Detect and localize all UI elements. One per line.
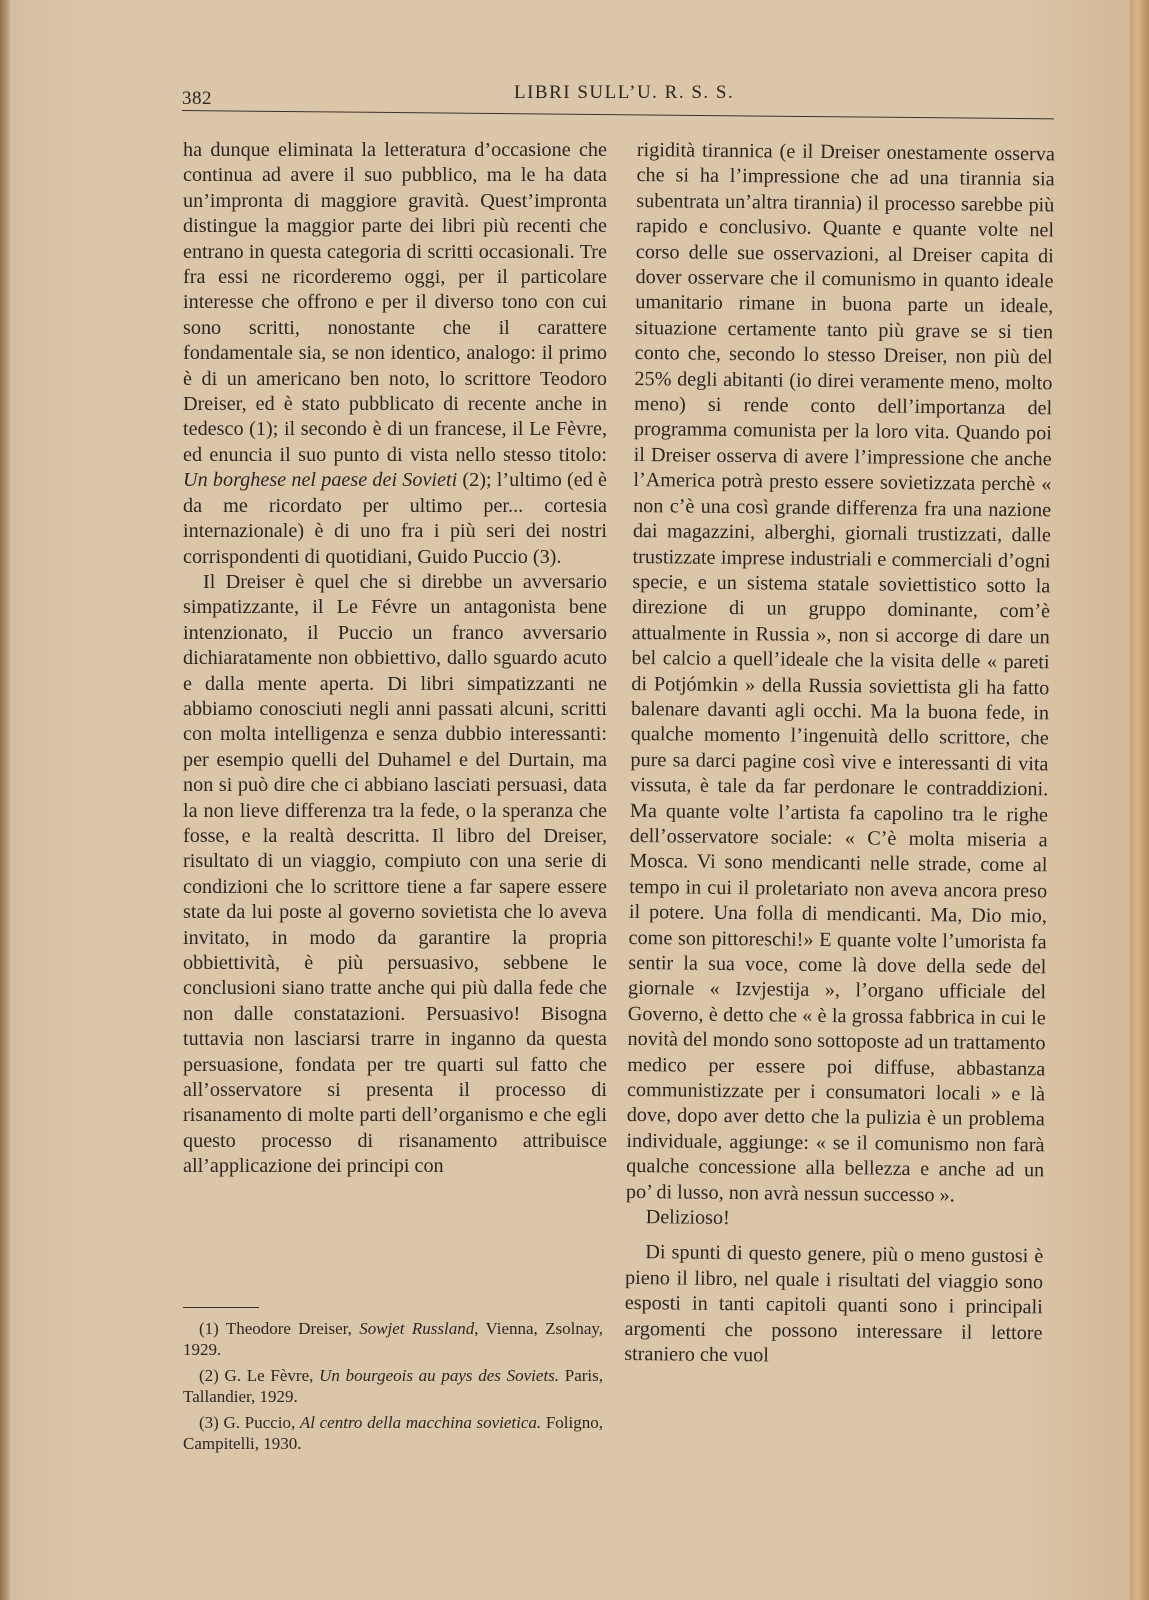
right-column <box>624 138 1055 1372</box>
page-edge-right <box>1130 0 1149 1600</box>
right-paragraph-1: rigidità tirannica (e il Dreiser onestamente osserva che si ha l’impressione che ad una tirannia sia subentrata un’altra tirannia) il processo sarebbe più rapido e conclusivo. Quante e quante volte nel corso delle sue osservazioni, al Dreiser capita di dover osservare che il comunismo in quanto ideale umanitario rimane in buona parte un ideale, situazione certamente tanto più grave se si tien conto che, secondo lo stesso Dreiser, non più del 25% degli abitanti (io direi veramente meno, molto meno) si rende conto dell’importanza del programma comunista per la loro vita. Quando poi il Dreiser osserva di avere l’impressione che anche l’America potrà presto essere sovietizzata perchè « non c’è una così grande differenza fra una nazione dai magazzini, alberghi, giornali trustizzati, dalle trustizzate imprese industriali e commerciali d’ogni specie, e un sistema statale soviettistico sotto la direzione di un gruppo dominante, com’è attualmente in Russia », non si accorge di dare un bel calcio a quell’ideale che la visita delle « pareti di Potjómkin » della Russia soviettista gli ha fatto balenare davanti agli occhi. Ma la buona fede, in qualche momento l’ingenuità dello scrittore, che pure sa darci pagine così vive e interessanti di vita vissuta, è tale da far perdonare le contraddizioni. Ma quante volte l’artista fa capolino tra le righe dell’osservatore sociale: « C’è molta miseria a Mosca. Vi sono mendicanti nelle strade, come al tempo in cui il proletariato non aveva ancora preso il potere. Una folla di mendicanti. Ma, Dio mio, come son pittoreschi!» E quante volte l’umorista fa sentir la sua voce, come là dove della sede del giornale « Izvjestija », l’organo ufficiale del Governo, è detto che « è la grossa fabbrica in cui le novità del mondo sono sottoposte ad un trattamento medico per essere poi diffuse, abbastanza communistizzate per i consumatori locali » e là dove, dopo aver detto che la pulizia è un problema individuale, aggiunge: « se il comunismo non farà qualche concessione alla bellezza e anche ad un po’ di lusso, non avrà nessun successo ». <box>625 138 1055 1207</box>
footnote-3-title: Al centro della macchina sovietica. <box>299 1413 542 1432</box>
footnote-1-title: Sowjet Russland, <box>359 1319 479 1338</box>
right-paragraph-2: Delizioso! <box>645 1206 730 1230</box>
footnote-3-post: Foligno, Campitelli, 1930. <box>183 1413 603 1453</box>
footnote-2 <box>183 1365 603 1407</box>
footnote-3 <box>183 1412 603 1454</box>
footnote-2-pre: (2) G. Le Fèvre, <box>199 1366 320 1385</box>
left-paragraph-1-text: ha dunque eliminata la letteratura d’occasione che continua ad avere il suo pubblico, ma le ha data un’impronta di maggiore gravità. Quest’impronta distingue la maggior parte dei libri più recenti che entrano in questa categoria di scritti occasionali. Tre fra essi ne ricorderemo oggi, per il particolare interesse che offrono e per il diverso tono con cui sono scritti, nonostante che il carattere fondamentale sia, se non identico, analogo: il primo è di un americano ben noto, lo scrittore Teodoro Dreiser, ed è stato pubblicato di recente anche in tedesco (1); il secondo è di un francese, il Le Fèvre, ed enuncia il suo punto di vista nello stesso titolo: <box>183 139 607 466</box>
right-paragraph-3: Di spunti di questo genere, più o meno gustosi è pieno il libro, nel quale i risultati del viaggio sono esposti in tanti capitoli quanti sono i principali argomenti che possono interessare il lettore straniero che vuol <box>624 1241 1044 1367</box>
page-number: 382 <box>182 88 212 109</box>
footnote-2-title: Un bourgeois au pays des Soviets. <box>319 1366 560 1385</box>
footnote-1-post: Vienna, Zsolnay, 1929. <box>183 1319 604 1359</box>
page-header <box>182 78 1052 108</box>
page-edge-left <box>0 0 10 1600</box>
left-paragraph-2: Il Dreiser è quel che si direbbe un avversario simpatizzante, il Le Févre un antagonista bene intenzionato, il Puccio un franco avversario dichiaratamente non obbiettivo, dallo sguardo acuto e dalla mente aperta. Di libri simpatizzanti ne abbiamo conosciuti negli anni passati alcuni, scritti con molta intelligenza e senza dubbio interessanti: per esempio quelli del Duhamel e del Durtain, ma non si può dire che ci abbiano lasciati persuasi, data la non lieve differenza tra la fede, o la speranza che fosse, e la realtà descritta. Il libro del Dreiser, risultato di un viaggio, compiuto con una serie di condizioni che lo scrittore tiene a far sapere essere state da lui poste al governo sovietista che lo aveva invitato, in modo da garantire la propria obbiettività, è più persuasivo, sebbene le conclusioni siano tratte anche qui più dalla fede che non dalle constatazioni. Persuasivo! Bisogna tuttavia non lasciarsi trarre in inganno da questa persuasione, fondata per tre quarti sul fatto che all’osservatore si presenta il processo di risanamento di molte parti dell’organismo e che egli questo processo di risanamento attribuisce all’applicazione dei principi con <box>183 570 607 1178</box>
footnote-rule <box>183 1307 259 1308</box>
footnote-1-pre: (1) Theodore Dreiser, <box>199 1319 360 1338</box>
left-paragraph-1 <box>183 138 607 570</box>
running-head: LIBRI SULL’U. R. S. S. <box>514 82 735 103</box>
footnote-1 <box>183 1318 603 1360</box>
left-column <box>183 138 607 1180</box>
left-paragraph-1-end: (2); l’ultimo (ed è da me ricordato per ultimo per... cortesia internazionale) è di uno fra i più seri dei nostri corrispondenti di quotidiani, Guido Puccio (3). <box>183 469 607 568</box>
footnote-3-pre: (3) G. Puccio, <box>199 1413 300 1432</box>
footnote-2-post: Paris, Tallandier, 1929. <box>183 1366 603 1406</box>
footnotes <box>183 1318 603 1459</box>
book-title-italic: Un borghese nel paese dei Sovieti <box>183 469 458 492</box>
